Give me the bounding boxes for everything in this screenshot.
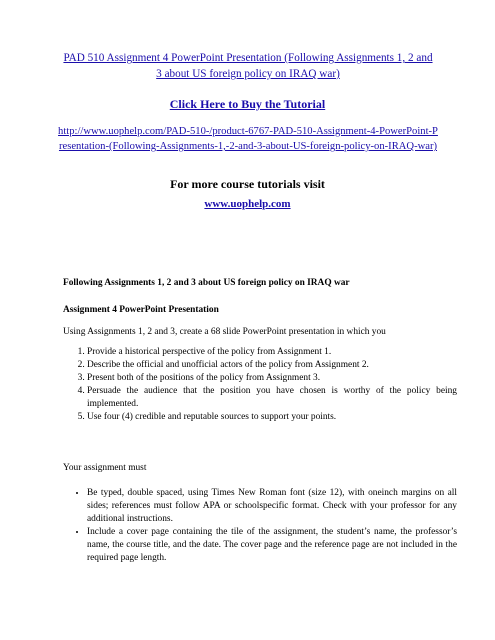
url-block: [58, 124, 438, 154]
title-block: [60, 50, 436, 82]
site-block: [0, 196, 495, 212]
product-url-link[interactable]: http://www.uophelp.com/PAD-510-/product-6767-PAD-510-Assignment-4-PowerPoint-Presentation-(Following-Assignments-1,-2-and-3-about-US-foreign-policy-on-IRAQ-war): [58, 126, 438, 152]
requirements-list: [63, 487, 457, 565]
more-tutorials-text: For more course tutorials visit: [170, 177, 325, 191]
subtitle: Following Assignments 1, 2 and 3 about US foreign policy on IRAQ war: [63, 278, 350, 288]
list-item: • Be typed, double spaced, using Times New Roman font (size 12), with oneinch margins on all sides; references must follow APA or schoolspecific format. Check with your professor for any additional instructions.: [87, 487, 457, 526]
buy-tutorial-link[interactable]: Click Here to Buy the Tutorial: [169, 97, 326, 111]
list-item: 2. Describe the official and unofficial actors of the policy from Assignment 2.: [87, 359, 457, 372]
task-list: [63, 346, 457, 424]
intro-text: Using Assignments 1, 2 and 3, create a 68 slide PowerPoint presentation in which you: [63, 327, 386, 337]
buy-block: [0, 96, 495, 112]
site-link[interactable]: www.uophelp.com: [204, 198, 291, 210]
title-link[interactable]: PAD 510 Assignment 4 PowerPoint Presentation (Following Assignments 1, 2 and 3 about US foreign policy on IRAQ war): [63, 52, 433, 80]
list-item: • Include a cover page containing the tile of the assignment, the student’s name, the professor’s name, the course title, and the date. The cover page and the reference page are not included in the required page length.: [87, 526, 457, 565]
assignment-heading: Assignment 4 PowerPoint Presentation: [63, 305, 219, 315]
list-item: 1. Provide a historical perspective of the policy from Assignment 1.: [87, 346, 457, 359]
must-heading: Your assignment must: [63, 463, 147, 473]
list-item: 4. Persuade the audience that the position you have chosen is worthy of the policy being implemented.: [87, 385, 457, 411]
list-item: 3. Present both of the positions of the policy from Assignment 3.: [87, 372, 457, 385]
list-item: 5. Use four (4) credible and reputable sources to support your points.: [87, 411, 457, 424]
